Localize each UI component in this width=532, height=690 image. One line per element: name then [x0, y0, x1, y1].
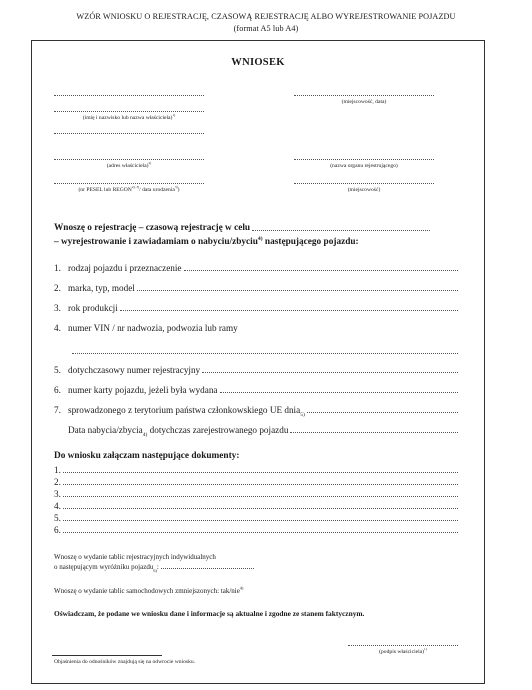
footnote-text: Objaśnienia do odnośników znajdują się na odwrocie wniosku. [54, 659, 196, 665]
owner-name-line-3[interactable] [54, 133, 204, 134]
request-line-1: Wnoszę o rejestrację – czasową rejestrację w celu [54, 223, 430, 233]
document-field-4[interactable] [63, 508, 458, 509]
item-row-7: 7. sprowadzonego z terytorium państwa członkowskiego UE dnia 5) [54, 405, 458, 415]
document-row-5: 5. [54, 513, 458, 523]
request-line-2: – wyrejestrowanie i zawiadamiam o nabyciu/zbyciu$^{4)}$ następującego pojazdu: [54, 235, 359, 247]
document-row-3: 3. [54, 489, 458, 499]
form-frame [31, 40, 485, 684]
form-header-format: (format A5 lub A4) [233, 24, 299, 33]
request-purpose-field[interactable] [252, 230, 430, 231]
item-row-5: 5. dotychczasowy numer rejestracyjny [54, 365, 458, 375]
place-date-caption: (miejscowość, data) [341, 99, 387, 105]
declaration-text: Oświadczam, że podane we wniosku dane i informacje są aktualne i zgodne ze stanem faktycznym. [54, 609, 365, 618]
item-field-2[interactable] [137, 290, 458, 291]
owner-address-line[interactable] [54, 159, 204, 160]
item-row-3: 3. rok produkcji [54, 303, 458, 313]
document-row-1: 1. [54, 465, 458, 475]
pesel-line[interactable] [54, 183, 204, 184]
item-field-3[interactable] [120, 310, 458, 311]
authority-place-line[interactable] [294, 183, 434, 184]
custom-plates-line-2: o następującym wyróżniku pojazdu 6) : [54, 563, 254, 571]
form-header-title: WZÓR WNIOSKU O REJESTRACJĘ, CZASOWĄ REJESTRACJĘ ALBO WYREJESTROWANIE POJAZDU [76, 12, 456, 21]
document-field-5[interactable] [63, 520, 458, 521]
document-field-1[interactable] [63, 472, 458, 473]
document-row-4: 4. [54, 501, 458, 511]
owner-address-caption: (adres właściciela)$^{2)}$ [106, 161, 152, 169]
reduced-plates-line: Wnoszę o wydanie tablic samochodowych zmniejszonych: tak/nie$^{4)}$ [54, 585, 244, 595]
item-row-1: 1. rodzaj pojazdu i przeznaczenie [54, 263, 458, 273]
acquisition-row: Data nabycia/zbycia 4) dotychczas zarejestrowanego pojazdu [68, 425, 458, 435]
item-row-6: 6. numer karty pojazdu, jeżeli była wydana [54, 385, 458, 395]
authority-place-caption: (miejscowość) [347, 187, 381, 193]
document-row-2: 2. [54, 477, 458, 487]
document-field-2[interactable] [63, 484, 458, 485]
custom-plates-field[interactable] [161, 568, 254, 569]
owner-name-caption: (imię i nazwisko lub nazwa właściciela)$^{1)}$ [82, 113, 176, 121]
footnote-separator [52, 655, 162, 656]
item-field-6[interactable] [220, 392, 459, 393]
authority-name-line[interactable] [294, 159, 434, 160]
document-field-3[interactable] [63, 496, 458, 497]
form-title: WNIOSEK [231, 57, 285, 68]
owner-name-line-2[interactable] [54, 111, 204, 112]
item-field-1[interactable] [184, 270, 459, 271]
custom-plates-line-1: Wnoszę o wydanie tablic rejestracyjnych indywidualnych [54, 553, 216, 561]
place-date-line[interactable] [294, 95, 434, 96]
document-row-6: 6. [54, 525, 458, 535]
pesel-caption: (nr PESEL lub $REGON^{2), 3)}/$ data urodzenia$^{3)}$) [78, 185, 180, 193]
signature-caption: (podpis właściciela)$^{1)}$ [379, 647, 427, 655]
item-row-2: 2. marka, typ, model [54, 283, 458, 293]
documents-heading: Do wniosku załączam następujące dokumenty: [54, 451, 240, 461]
item-field-5[interactable] [202, 372, 458, 373]
authority-name-caption: (nazwa organu rejestrującego) [330, 163, 398, 169]
acquisition-date-field[interactable] [290, 432, 458, 433]
item-row-4: 4. numer VIN / nr nadwozia, podwozia lub ramy [54, 323, 238, 333]
item-field-4[interactable] [72, 353, 458, 354]
item-field-7[interactable] [307, 412, 458, 413]
signature-line[interactable] [348, 645, 458, 646]
document-field-6[interactable] [63, 532, 458, 533]
owner-name-line-1[interactable] [54, 95, 204, 96]
